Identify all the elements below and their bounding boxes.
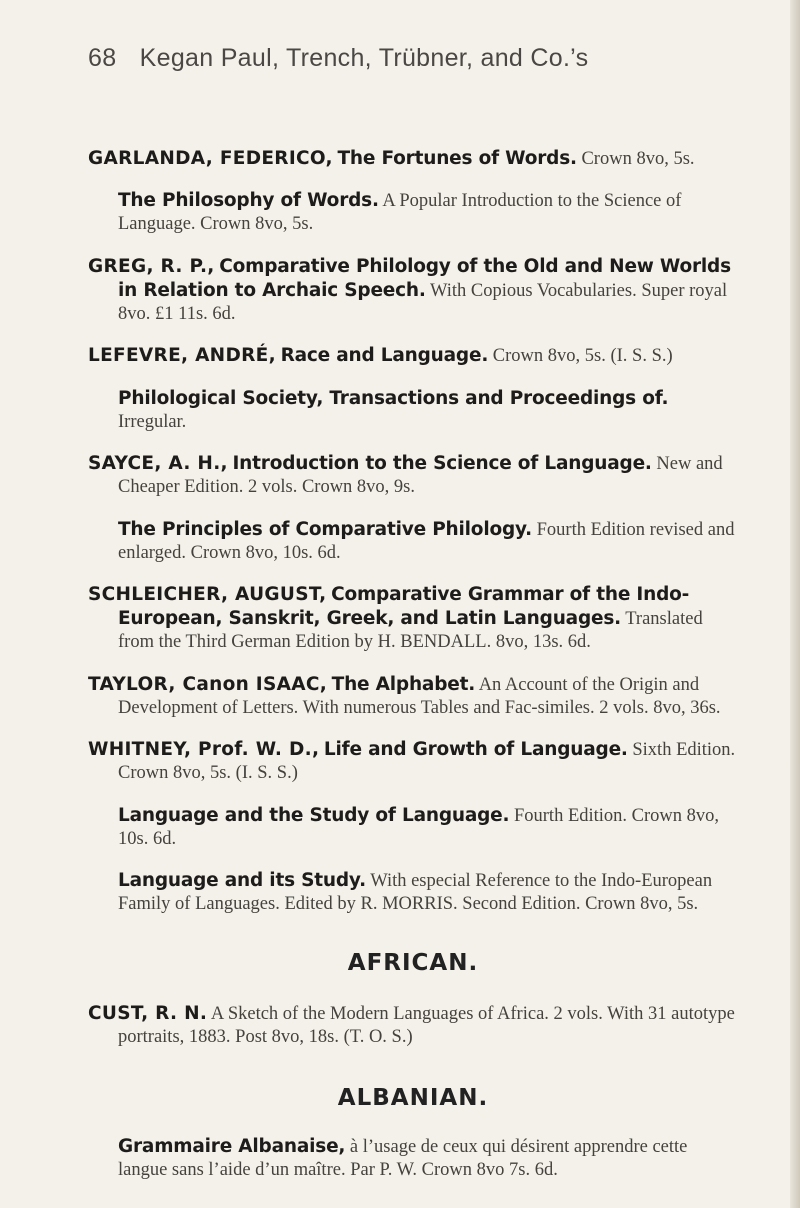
entries-group-albanian xyxy=(88,1135,738,1182)
entry-details: With especial Reference to the Indo-European Family of Languages. Edited by R. MORRIS. Second Edition. Crown 8vo, 5s. xyxy=(118,871,713,914)
catalogue-entry xyxy=(88,255,738,326)
entry-details: A Sketch of the Modern Languages of Africa. 2 vols. With 31 autotype portraits, 1883. Post 8vo, 18s. (T. O. S.) xyxy=(118,1004,735,1047)
entry-details: Crown 8vo, 5s. (I. S. S.) xyxy=(492,346,673,366)
catalogue-entry xyxy=(88,452,738,499)
entry-author: WHITNEY, Prof. W. D., xyxy=(88,739,320,760)
catalogue-entry xyxy=(88,583,738,654)
entry-details: Translated from the Third German Edition by H. BENDALL. 8vo, 13s. 6d. xyxy=(118,609,703,652)
entry-title: Language and the Study of Language. xyxy=(118,804,510,826)
entry-details: Fourth Edition revised and enlarged. Crown 8vo, 10s. 6d. xyxy=(118,519,735,563)
section-heading-albanian: ALBANIAN. xyxy=(337,1085,489,1111)
entry-details: à l’usage de ceux qui désirent apprendre cette langue sans l’aide d’un maître. Par P. W. Crown 8vo 7s. 6d. xyxy=(118,1137,688,1180)
entry-title: The Fortunes of Words. xyxy=(337,147,577,169)
entry-details: With Copious Vocabularies. Super royal 8vo. £1 11s. 6d. xyxy=(118,280,728,324)
entry-details: New and Cheaper Edition. 2 vols. Crown 8vo, 9s. xyxy=(118,454,723,497)
entry-title: The Alphabet. xyxy=(331,673,476,695)
running-header xyxy=(88,44,728,73)
catalogue-entry xyxy=(88,344,738,368)
entry-author: LEFEVRE, ANDRÉ, xyxy=(88,345,276,366)
entry-title: Race and Language. xyxy=(280,345,489,366)
page-edge xyxy=(790,0,800,1208)
entries-group-african xyxy=(88,1002,738,1049)
entry-details: Fourth Edition. Crown 8vo, 10s. 6d. xyxy=(118,805,720,849)
entry-title: Introduction to the Science of Language. xyxy=(232,453,652,474)
catalogue-entry xyxy=(88,189,738,236)
entry-details: An Account of the Origin and Development of Letters. With numerous Tables and Fac-similes. 2 vols. 8vo, 36s. xyxy=(118,674,721,718)
catalogue-list xyxy=(88,128,738,1194)
entry-author: GARLANDA, FEDERICO, xyxy=(88,147,333,169)
entry-author: CUST, R. N. xyxy=(88,1003,208,1024)
entry-title: The Principles of Comparative Philology. xyxy=(118,518,532,540)
catalogue-entry xyxy=(88,869,738,916)
entry-title: Comparative Philology of the Old and New Worlds in Relation to Archaic Speech. xyxy=(118,255,731,301)
entry-author: TAYLOR, Canon ISAAC, xyxy=(88,673,328,695)
catalogue-entry xyxy=(88,518,738,565)
entry-title: Life and Growth of Language. xyxy=(323,739,628,760)
catalogue-entry xyxy=(88,738,738,785)
entry-title: Comparative Grammar of the Indo-European, Sanskrit, Greek, and Latin Languages. xyxy=(118,584,690,629)
catalogue-entry xyxy=(88,673,738,720)
entry-title: Philological Society, Transactions and Proceedings of. xyxy=(118,387,669,409)
entry-details: Irregular. xyxy=(118,411,187,432)
entry-details: Sixth Edition. Crown 8vo, 5s. (I. S. S.) xyxy=(118,740,736,783)
catalogue-entry xyxy=(88,387,738,434)
entries-group-general xyxy=(88,147,738,917)
page-number: 68 xyxy=(88,44,117,72)
entry-title: The Philosophy of Words. xyxy=(118,190,379,211)
entry-author: GREG, R. P., xyxy=(88,255,215,277)
catalogue-entry xyxy=(88,147,738,171)
entry-title: Language and its Study. xyxy=(118,870,366,891)
entry-author: SAYCE, A. H., xyxy=(88,453,228,474)
catalogue-entry xyxy=(88,1002,738,1049)
catalogue-entry xyxy=(88,804,738,851)
catalogue-entry xyxy=(88,1135,738,1182)
entry-author: SCHLEICHER, AUGUST, xyxy=(88,584,327,605)
entry-title: Grammaire Albanaise, xyxy=(118,1136,346,1157)
section-heading-african: AFRICAN. xyxy=(347,950,479,976)
publisher-name: Kegan Paul, Trench, Trübner, and Co.’s xyxy=(139,44,589,72)
entry-details: A Popular Introduction to the Science of Language. Crown 8vo, 5s. xyxy=(118,191,682,234)
entry-details: Crown 8vo, 5s. xyxy=(581,148,695,169)
